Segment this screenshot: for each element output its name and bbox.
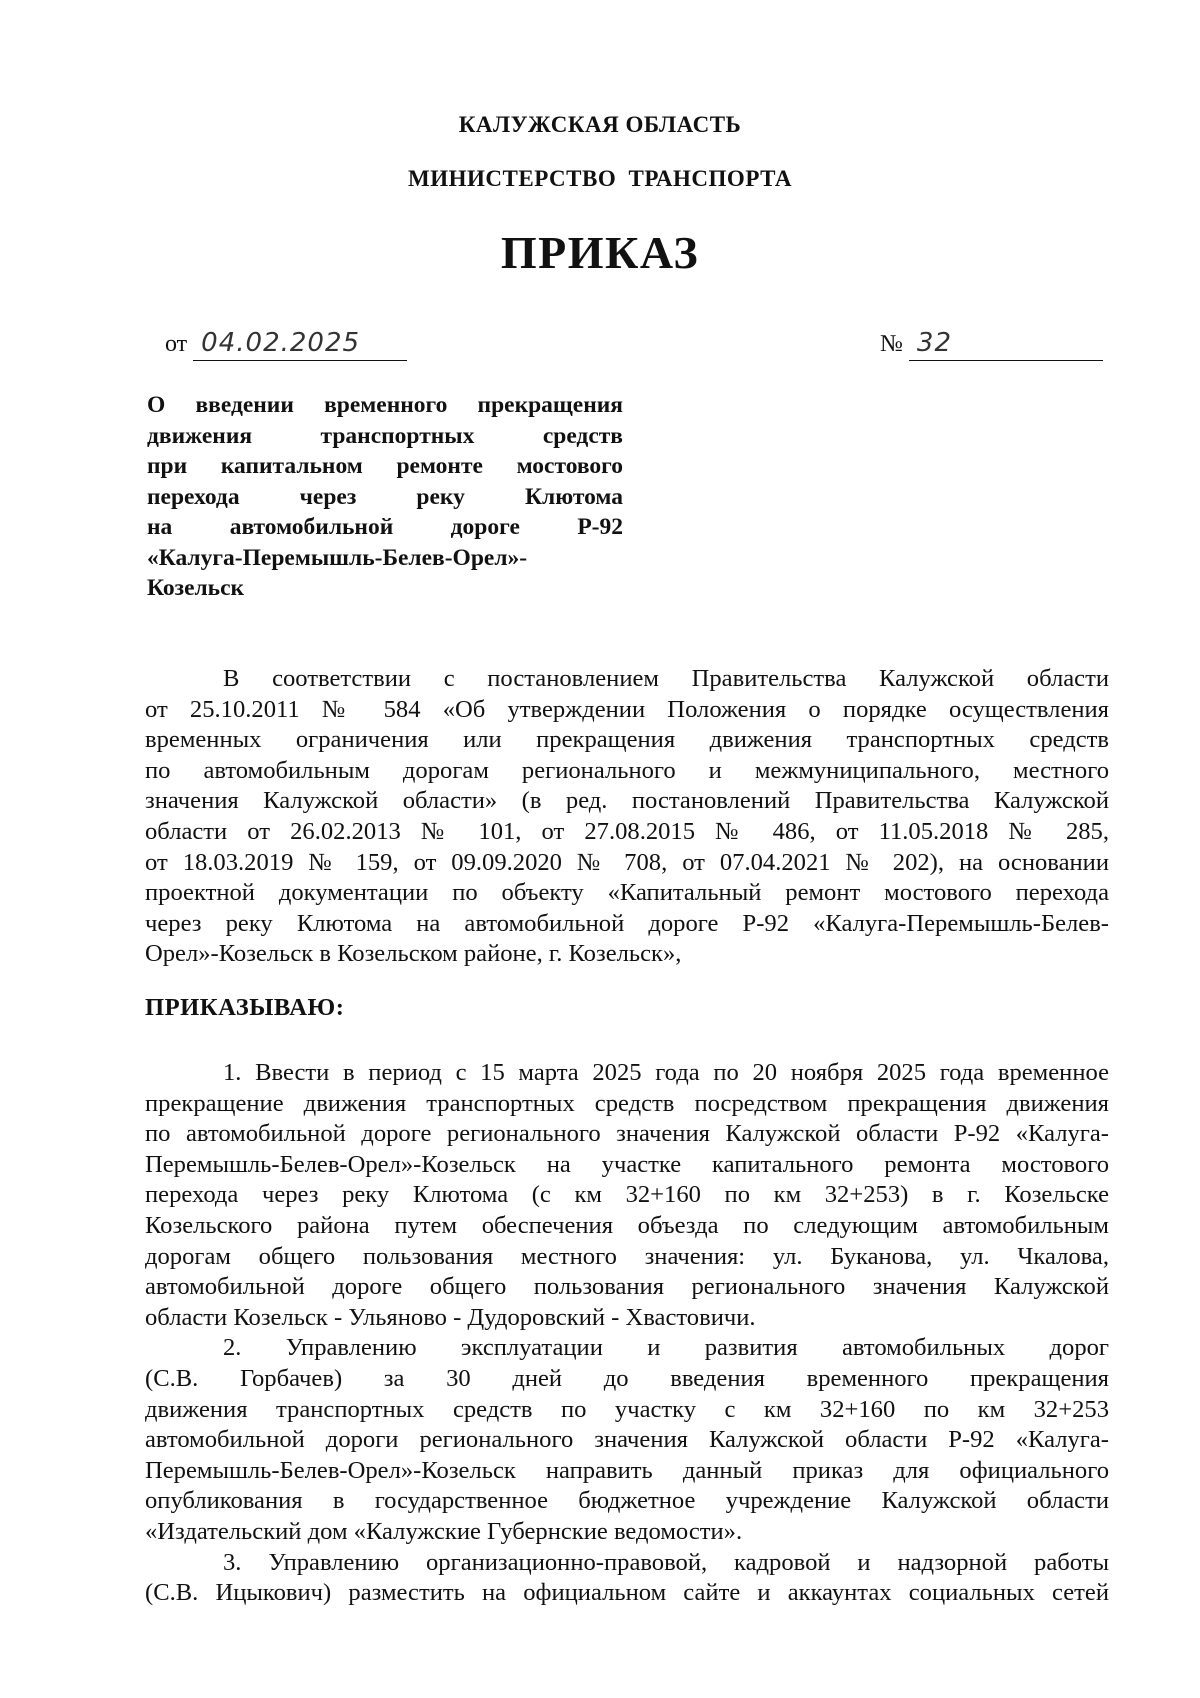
item-1-line: по автомобильной дороге регионального значения Калужской области Р-92 «Калуга- — [145, 1120, 1109, 1148]
document-type-title: ПРИКАЗ — [500, 227, 700, 278]
subject-line: движения транспортных средств — [147, 422, 623, 449]
subject-line: при капитальном ремонте мостового — [147, 453, 623, 479]
date-prefix: от — [165, 331, 188, 357]
preamble-line: по автомобильным дорогам регионального и межмуниципального, местного — [145, 756, 1109, 784]
preamble-paragraph — [145, 664, 1109, 970]
item-1-line: автомобильной дороге общего пользования регионального значения Калужской — [145, 1273, 1109, 1301]
number-value: 32 — [909, 328, 1103, 361]
subject-line: на автомобильной дороге Р-92 — [147, 514, 623, 540]
preamble-line: области от 26.02.2013 № 101, от 27.08.2015 № 486, от 11.05.2018 № 285, — [145, 817, 1109, 845]
preamble-line: от 18.03.2019 № 159, от 09.09.2020 № 708, от 07.04.2021 № 202), на основании — [145, 848, 1109, 876]
order-items — [145, 1058, 1109, 1609]
item-1-line: 1. Ввести в период с 15 марта 2025 года по 20 ноября 2025 года временное — [223, 1059, 1109, 1086]
subject-line: О введении временного прекращения — [147, 392, 623, 418]
preamble-line: от 25.10.2011 № 584 «Об утверждении Положения о порядке осуществления — [145, 695, 1109, 723]
date-field — [165, 328, 407, 361]
number-prefix: № — [880, 331, 903, 357]
document-subject — [147, 390, 623, 604]
item-1-line: перехода через реку Клютома (с км 32+160 по км 32+253) в г. Козельске — [145, 1181, 1109, 1209]
item-2-line: автомобильной дороги регионального значения Калужской области Р-92 «Калуга- — [145, 1426, 1109, 1454]
item-2-line: 2. Управлению эксплуатации и развития автомобильных дорог — [223, 1334, 1109, 1362]
item-3-line: (С.В. Ицыкович) разместить на официальном сайте и аккаунтах социальных сетей — [145, 1579, 1109, 1607]
region-heading: КАЛУЖСКАЯ ОБЛАСТЬ — [458, 112, 742, 137]
item-1-line: Перемышль-Белев-Орел»-Козельск на участке капитального ремонта мостового — [145, 1150, 1109, 1178]
item-2-line: движения транспортных средств по участку с км 32+160 по км 32+253 — [145, 1395, 1109, 1423]
subject-line: Козельск — [147, 575, 245, 601]
item-2-line: «Издательский дом «Калужские Губернские ведомости». — [145, 1517, 743, 1545]
preamble-line: проектной документации по объекту «Капитальный ремонт мостового перехода — [145, 879, 1109, 907]
item-1-line: дорогам общего пользования местного значения: ул. Буканова, ул. Чкалова, — [145, 1242, 1109, 1270]
item-1-line: прекращение движения транспортных средств посредством прекращения движения — [145, 1089, 1109, 1117]
preamble-line: значения Калужской области» (в ред. постановлений Правительства Калужской — [145, 787, 1109, 815]
item-2-line: (С.В. Горбачев) за 30 дней до введения временного прекращения — [145, 1364, 1109, 1392]
ministry-heading: МИНИСТЕРСТВО ТРАНСПОРТА — [408, 166, 792, 191]
preamble-line: Орел»-Козельск в Козельском районе, г. Козельск», — [145, 940, 682, 968]
item-1-line: Козельского района путем обеспечения объезда по следующим автомобильным — [145, 1211, 1109, 1239]
subject-line: перехода через реку Клютома — [147, 483, 623, 510]
preamble-line: временных ограничения или прекращения движения транспортных средств — [145, 726, 1109, 754]
subject-line: «Калуга-Перемышль-Белев-Орел»- — [147, 544, 528, 571]
item-2-line: опубликования в государственное бюджетное учреждение Калужской области — [145, 1487, 1109, 1515]
item-3-line: 3. Управлению организационно-правовой, кадровой и надзорной работы — [223, 1548, 1109, 1576]
preamble-line: В соответствии с постановлением Правительства Калужской области — [223, 665, 1109, 692]
preamble-line: через реку Клютома на автомобильной дороге Р-92 «Калуга-Перемышль-Белев- — [145, 909, 1109, 937]
item-1-line: области Козельск - Ульяново - Дудоровский - Хвастовичи. — [145, 1303, 756, 1331]
date-value: 04.02.2025 — [193, 328, 407, 361]
item-2-line: Перемышль-Белев-Орел»-Козельск направить данный приказ для официального — [145, 1456, 1109, 1484]
number-field — [880, 328, 1103, 361]
decree-heading: ПРИКАЗЫВАЮ: — [145, 994, 345, 1021]
